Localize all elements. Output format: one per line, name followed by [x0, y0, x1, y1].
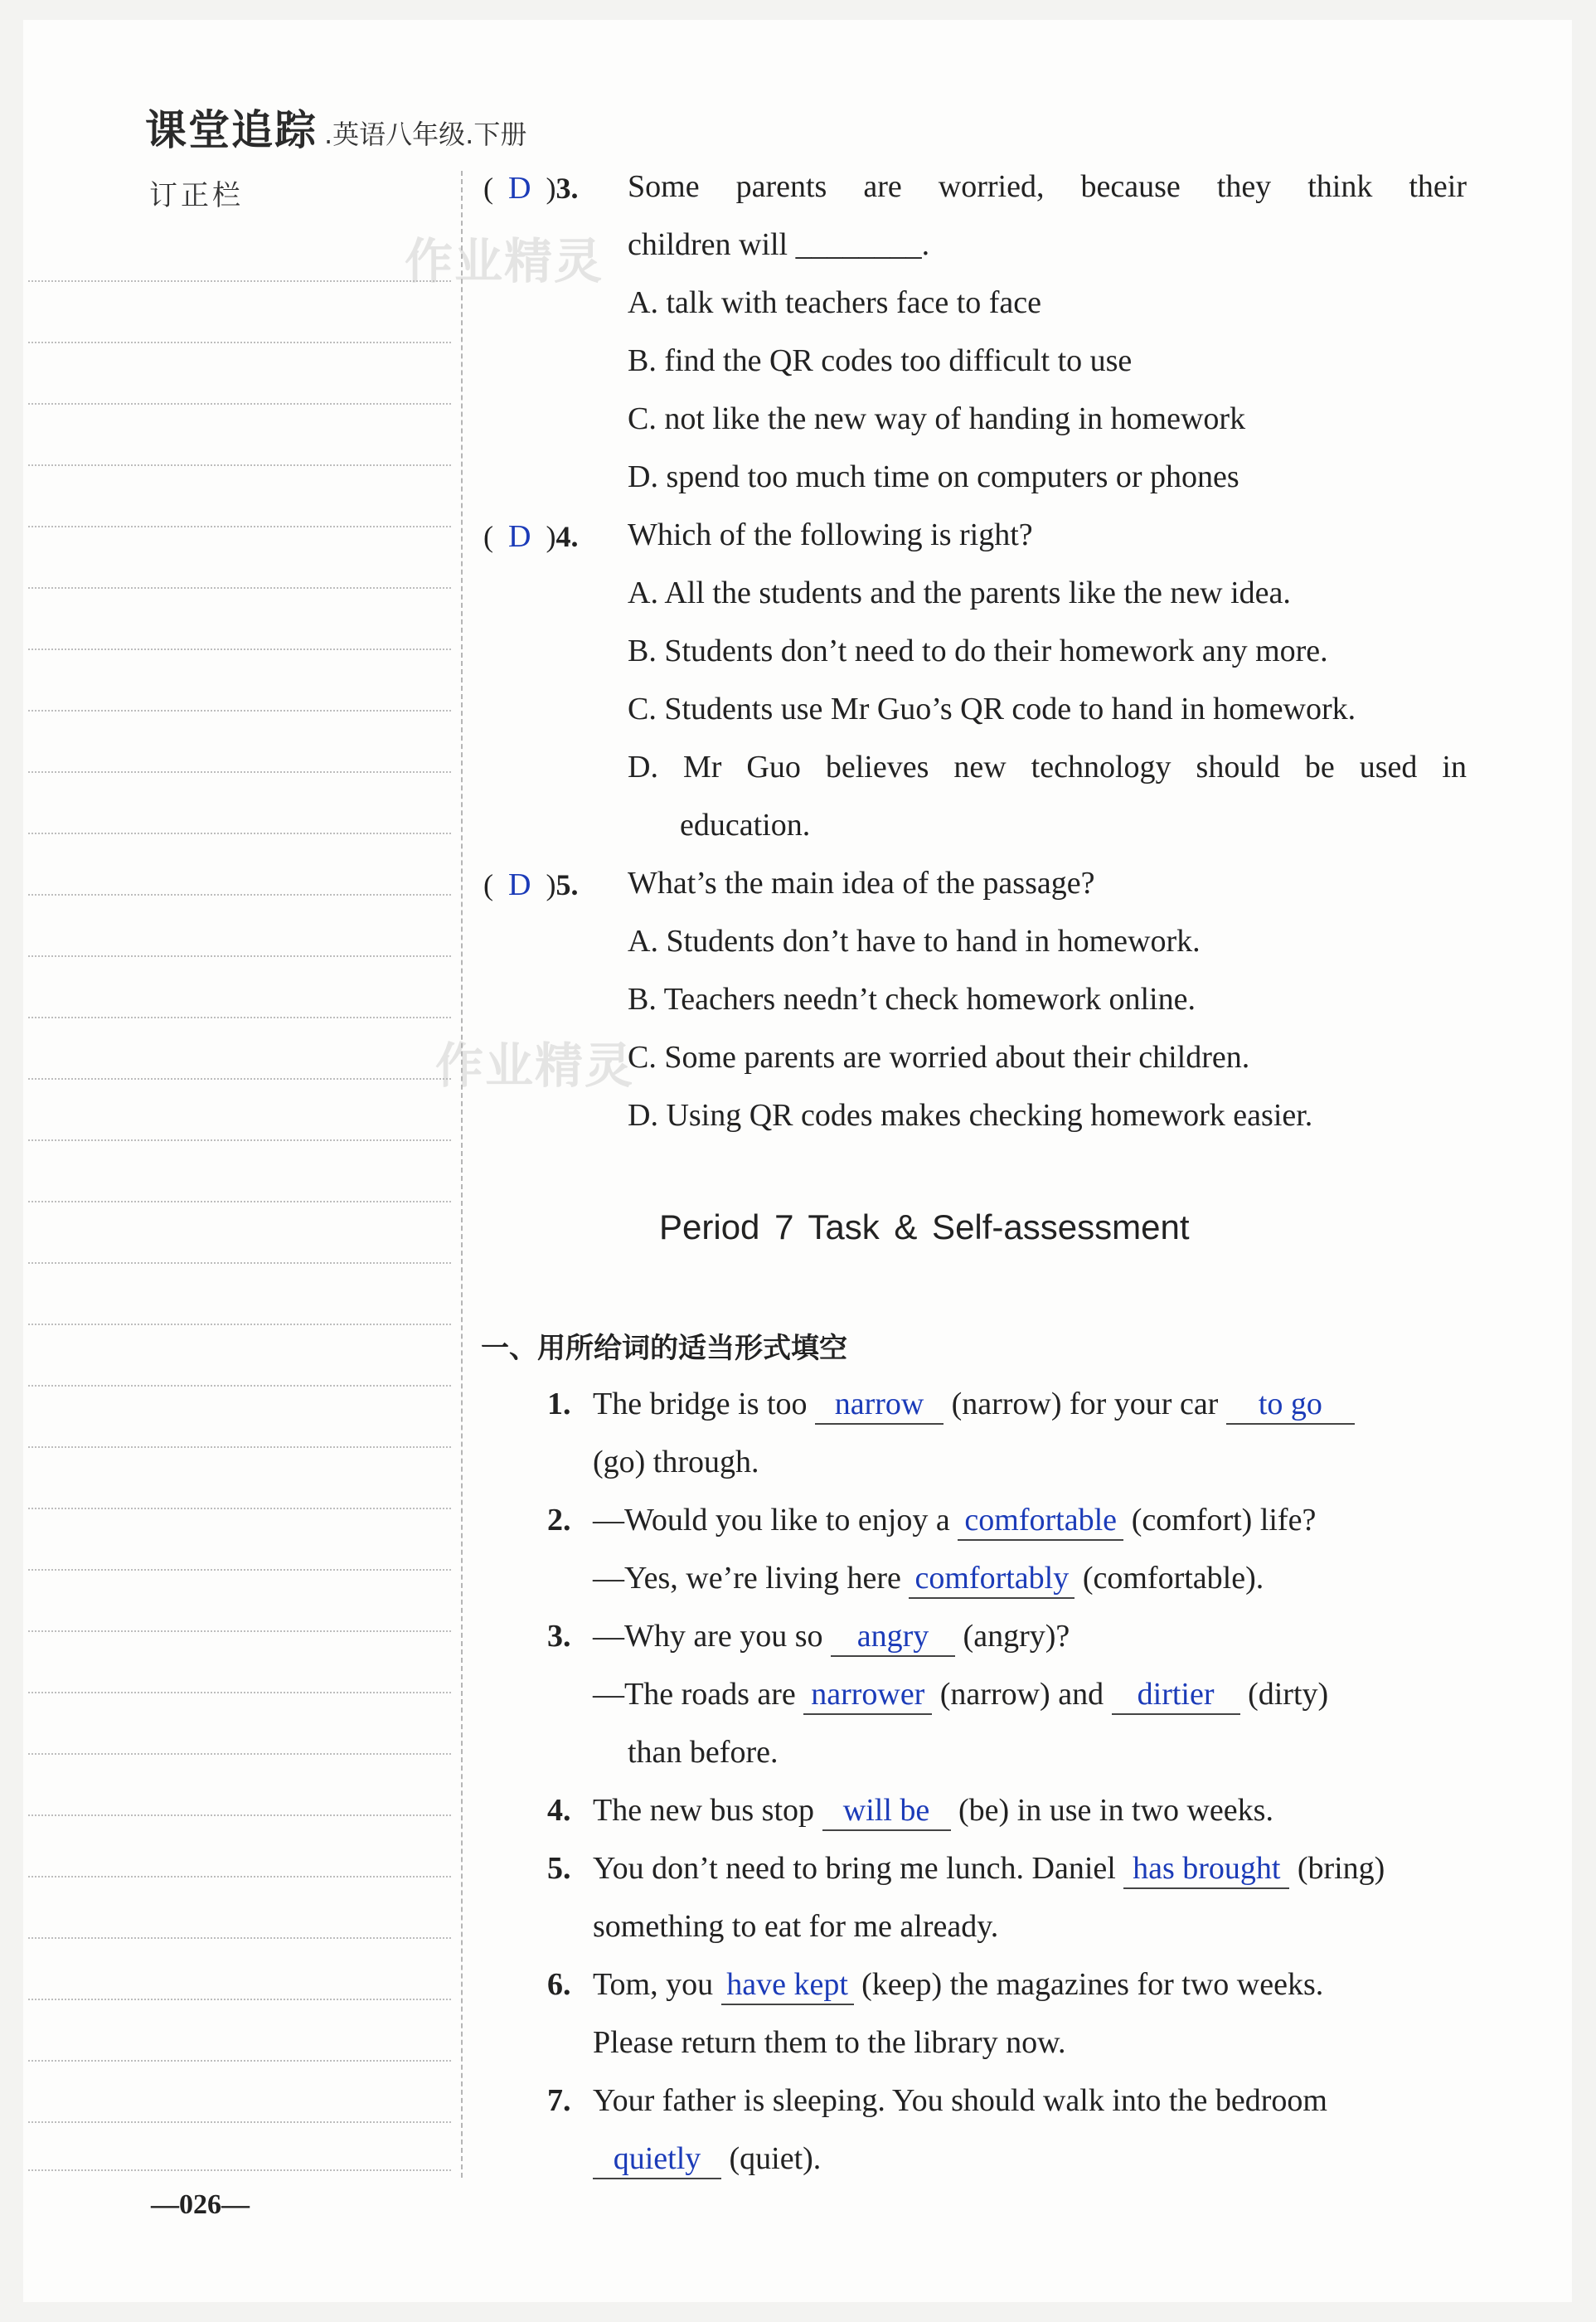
- correction-line: [28, 1999, 451, 2000]
- question-text: —Yes, we’re living here: [593, 1561, 901, 1596]
- answer-bracket: ( D )3.: [483, 171, 579, 206]
- correction-line: [28, 1508, 451, 1509]
- question-text: (comfort) life?: [1131, 1503, 1317, 1537]
- question-text: The new bus stop: [593, 1793, 815, 1828]
- question-text: —Why are you so: [593, 1619, 823, 1654]
- question-text: something to eat for me already.: [593, 1909, 999, 1944]
- option-d: D. Mr Guo believes new technology should be used in: [628, 750, 1467, 785]
- option-b: B. find the QR codes too difficult to use: [628, 343, 1133, 378]
- answer-blank[interactable]: will be: [822, 1795, 951, 1831]
- question-text: —The roads are: [593, 1677, 796, 1712]
- question-text: —Would you like to enjoy a: [593, 1503, 950, 1537]
- book-subtitle: .英语八年级.下册: [324, 119, 527, 150]
- correction-line: [28, 1201, 451, 1202]
- question-text: Your father is sleeping. You should walk into the bedroom: [593, 2083, 1327, 2118]
- answer-blank[interactable]: has brought: [1123, 1853, 1289, 1889]
- correction-line: [28, 403, 451, 405]
- correction-line: [28, 1692, 451, 1693]
- correction-line: [28, 1446, 451, 1448]
- correction-line: [28, 1753, 451, 1755]
- question-number: 3.: [555, 172, 579, 205]
- option-c: C. Students use Mr Guo’s QR code to hand in homework.: [628, 692, 1356, 726]
- correction-line: [28, 1017, 451, 1018]
- correction-line: [28, 955, 451, 957]
- answer-blank[interactable]: quietly: [593, 2143, 721, 2179]
- option-b: B. Students don’t need to do their homework any more.: [628, 634, 1328, 668]
- option-d: D. Using QR codes makes checking homework easier.: [628, 1098, 1313, 1133]
- question-text: (narrow) and: [939, 1677, 1104, 1712]
- option-d: D. spend too much time on computers or phones: [628, 459, 1239, 494]
- option-a: A. Students don’t have to hand in homework.: [628, 924, 1201, 959]
- question-text: (keep) the magazines for two weeks.: [861, 1967, 1324, 2002]
- correction-line: [28, 894, 451, 896]
- answer-bracket: ( D )4.: [483, 519, 579, 554]
- question-text: (bring): [1297, 1851, 1385, 1886]
- option-d-continued: education.: [680, 808, 811, 843]
- section-heading: 一、用所给词的适当形式填空: [481, 1332, 847, 1365]
- question-number: 2.: [547, 1503, 571, 1537]
- question-number: 6.: [547, 1967, 571, 2002]
- question-number: 4.: [555, 520, 579, 553]
- question-number: 5.: [547, 1851, 571, 1886]
- option-b: B. Teachers needn’t check homework online.: [628, 982, 1196, 1017]
- answer: D: [508, 867, 531, 902]
- answer-blank[interactable]: to go: [1226, 1388, 1355, 1425]
- column-divider: [461, 171, 463, 2178]
- question-stem: Which of the following is right?: [628, 517, 1033, 552]
- correction-line: [28, 587, 451, 589]
- correction-line: [28, 1937, 451, 1939]
- question-text: Please return them to the library now.: [593, 2025, 1066, 2060]
- answer-blank[interactable]: comfortable: [958, 1504, 1123, 1541]
- question-text: (comfortable).: [1082, 1561, 1264, 1596]
- option-c: C. not like the new way of handing in homework: [628, 401, 1246, 436]
- correction-line: [28, 1078, 451, 1080]
- question-text: Tom, you: [593, 1967, 714, 2002]
- watermark: 作业精灵: [405, 233, 604, 289]
- header: [145, 93, 527, 154]
- question-text: (be) in use in two weeks.: [958, 1793, 1273, 1828]
- question-text: (narrow) for your car: [951, 1387, 1219, 1421]
- brand-logo: 课堂追踪: [145, 106, 318, 154]
- question-text: (dirty): [1248, 1677, 1329, 1712]
- answer-blank[interactable]: comfortably: [909, 1562, 1075, 1599]
- answer-blank[interactable]: have kept: [721, 1969, 854, 2005]
- correction-line: [28, 2060, 451, 2062]
- question-number: 3.: [547, 1619, 571, 1654]
- correction-column-label: 订正栏: [149, 179, 244, 212]
- correction-line: [28, 1569, 451, 1571]
- correction-line: [28, 526, 451, 527]
- correction-line: [28, 1876, 451, 1878]
- answer-blank[interactable]: angry: [831, 1620, 955, 1657]
- correction-line: [28, 2121, 451, 2123]
- correction-line: [28, 649, 451, 650]
- correction-line: [28, 464, 451, 466]
- question-text: (angry)?: [963, 1619, 1070, 1654]
- option-c: C. Some parents are worried about their children.: [628, 1040, 1250, 1075]
- correction-line: [28, 280, 451, 282]
- question-text: (go) through.: [593, 1445, 759, 1479]
- correction-line: [28, 710, 451, 712]
- correction-line: [28, 1630, 451, 1632]
- question-stem: What’s the main idea of the passage?: [628, 866, 1095, 901]
- correction-line: [28, 1262, 451, 1264]
- question-text: than before.: [628, 1735, 779, 1770]
- option-a: A. talk with teachers face to face: [628, 285, 1042, 320]
- question-number: 5.: [555, 868, 579, 901]
- correction-line: [28, 1385, 451, 1387]
- watermark: 作业精灵: [435, 1037, 635, 1094]
- correction-line: [28, 1139, 451, 1141]
- question-stem: Some parents are worried, because they think their: [628, 169, 1467, 204]
- answer: D: [508, 171, 531, 206]
- correction-line: [28, 1324, 451, 1325]
- question-text: The bridge is too: [593, 1387, 808, 1421]
- option-a: A. All the students and the parents like the new idea.: [628, 576, 1291, 610]
- answer-blank[interactable]: narrower: [803, 1678, 932, 1715]
- answer: D: [508, 519, 531, 554]
- correction-line: [28, 833, 451, 834]
- correction-line: [28, 1814, 451, 1816]
- period-title: Period 7 Task & Self-assessment: [659, 1207, 1190, 1246]
- question-text: (quiet).: [729, 2141, 822, 2176]
- question-stem: children will ________.: [628, 227, 930, 262]
- correction-line: [28, 342, 451, 343]
- page-number: —026—: [151, 2189, 250, 2220]
- question-number: 1.: [547, 1387, 571, 1421]
- correction-line: [28, 771, 451, 773]
- correction-line: [28, 2169, 451, 2171]
- question-text: You don’t need to bring me lunch. Daniel: [593, 1851, 1116, 1886]
- answer-bracket: ( D )5.: [483, 867, 579, 902]
- question-number: 7.: [547, 2083, 571, 2118]
- question-number: 4.: [547, 1793, 571, 1828]
- answer-blank[interactable]: dirtier: [1112, 1678, 1240, 1715]
- answer-blank[interactable]: narrow: [815, 1388, 944, 1425]
